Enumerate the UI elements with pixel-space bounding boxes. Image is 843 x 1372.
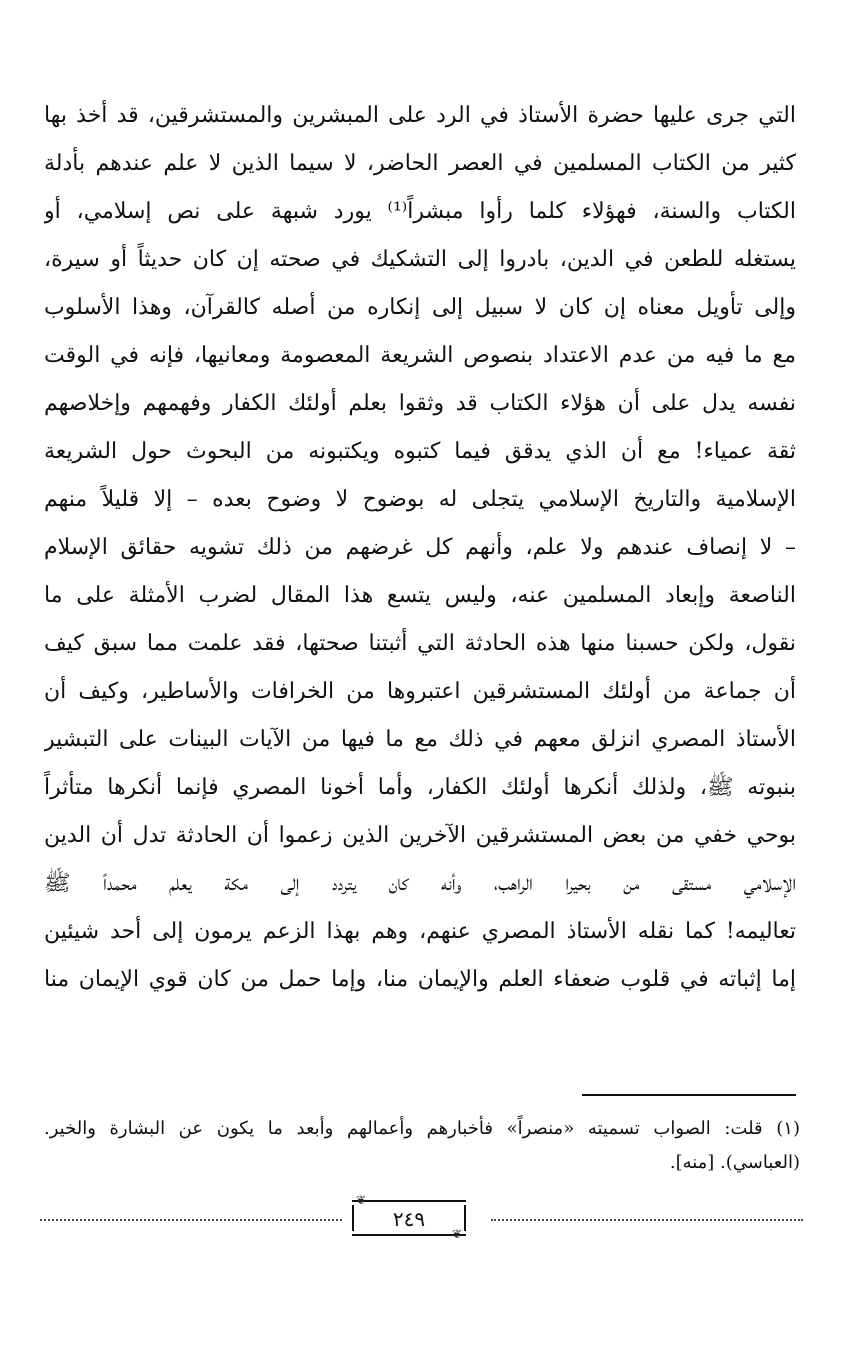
- ornament-icon: ❦: [356, 1193, 367, 1207]
- text-line: إما إثباته في قلوب ضعفاء العلم والإيمان منا، وإما حمل من كان قوي الإيمان منا: [44, 967, 796, 992]
- footnote-line: (١) قلت: الصواب تسميته «منصراً» فأخبارهم وأعمالهم وأبعد ما يكون عن البشارة والخير.: [44, 1118, 800, 1139]
- text-line: بنبوته ﷺ، ولذلك أنكرها أولئك الكفار، وأما أخونا المصري فإنما أنكرها متأثراً: [44, 775, 796, 800]
- dotted-rule-right: [491, 1219, 803, 1221]
- footnote: [44, 1112, 800, 1180]
- text-line: ثقة عمياء! مع أن الذي يدقق فيما كتبوه ويكتبونه من البحوث حول الشريعة: [44, 439, 796, 464]
- text-line: يستغله للطعن في الدين، بادروا إلى التشكيك في صحته إن كان حديثاً أو سيرة،: [44, 247, 796, 272]
- text-line: الكتاب والسنة، فهؤلاء كلما رأوا مبشراً⁽¹⁾ يورد شبهة على نص إسلامي، أو: [44, 199, 796, 224]
- footnote-line: (العباسي). [منه].: [669, 1152, 800, 1173]
- text-line: بوحي خفي من بعض المستشرقين الآخرين الذين زعموا أن الحادثة تدل أن الدين: [44, 823, 796, 848]
- text-line: نفسه يدل على أن هؤلاء الكتاب قد وثقوا بعلم أولئك الكفار وفهمهم وإخلاصهم: [44, 391, 796, 416]
- ornament-icon: ❦: [451, 1227, 462, 1241]
- dotted-rule-left: [40, 1219, 342, 1221]
- text-line: وإلى تأويل معناه إن كان لا سبيل إلى إنكاره من أصله كالقرآن، وهذا الأسلوب: [44, 295, 796, 320]
- text-line: الناصعة وإبعاد المسلمين عنه، وليس يتسع هذا المقال لضرب الأمثلة على ما: [44, 583, 796, 608]
- page-number: ٢٤٩: [392, 1207, 426, 1231]
- text-line: الإسلامية والتاريخ الإسلامي يتجلى له بوضوح لا وضوح بعده – إلا قليلاً منهم: [44, 487, 796, 512]
- text-line: التي جرى عليها حضرة الأستاذ في الرد على المبشرين والمستشرقين، قد أخذ بها: [44, 103, 796, 128]
- text-line: الإسلامي مستقى من بحيرا الراهب، وأنه كان يتردد إلى مكة يعلم محمداً ﷺ: [44, 871, 796, 896]
- text-line: نقول، ولكن حسبنا منها هذه الحادثة التي أثبتنا صحتها، فقد علمت مما سبق كيف: [44, 631, 796, 656]
- text-line: مع ما فيه من عدم الاعتداد بنصوص الشريعة المعصومة ومعانيها، فإنه في الوقت: [44, 343, 796, 368]
- text-line: – لا إنصاف عندهم ولا علم، وأنهم كل غرضهم من ذلك تشويه حقائق الإسلام: [44, 535, 796, 560]
- page-footer: [40, 1193, 803, 1241]
- text-line: كثير من الكتاب المسلمين في العصر الحاضر، لا سيما الذين لا علم عندهم بأدلة: [44, 151, 796, 176]
- text-line: أن جماعة من أولئك المستشرقين اعتبروها من الخرافات والأساطير، وكيف أن: [44, 679, 796, 704]
- page-number-frame: [352, 1193, 466, 1241]
- main-text: [44, 92, 796, 1004]
- text-line: تعاليمه! كما نقله الأستاذ المصري عنهم، وهم بهذا الزعم يرمون إلى أحد شيئين: [44, 919, 796, 944]
- text-line: الأستاذ المصري انزلق معهم في ذلك مع ما فيها من الآيات البينات على التبشير: [44, 727, 796, 752]
- footnote-separator: [582, 1094, 796, 1096]
